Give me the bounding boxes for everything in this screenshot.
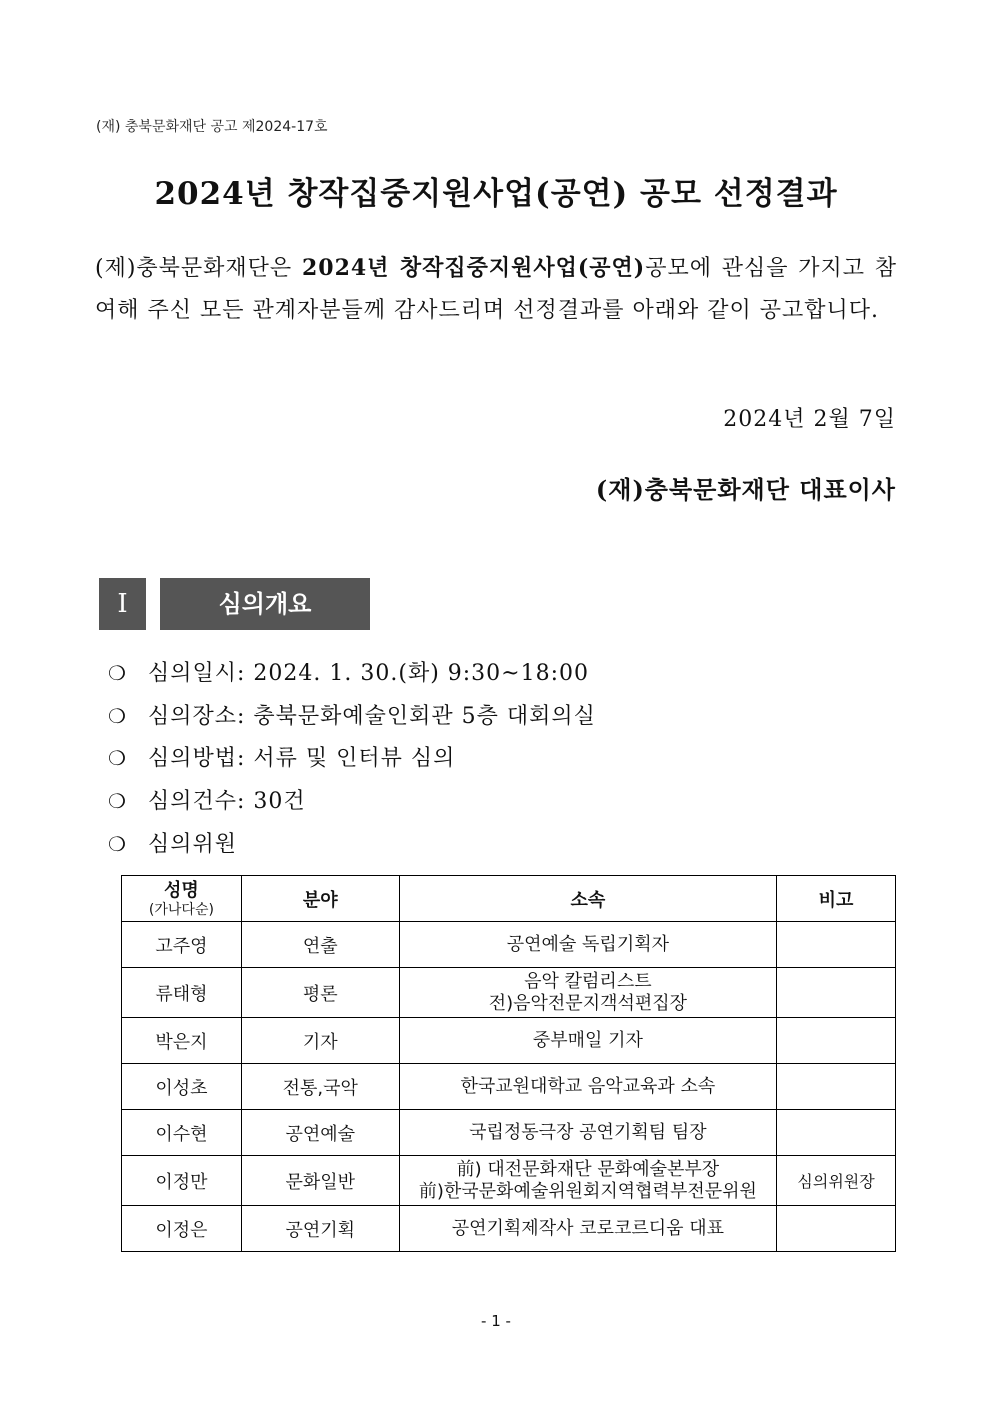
cell-note bbox=[777, 1206, 896, 1252]
table-row bbox=[122, 922, 896, 968]
cell-field: 평론 bbox=[241, 968, 399, 1018]
notice-number: (재) 충북문화재단 공고 제2024-17호 bbox=[96, 119, 328, 135]
bullet-method bbox=[108, 741, 455, 772]
cell-affiliation: 前) 대전문화재단 문화예술본부장 前)한국문화예술위원회지역협력부전문위원 bbox=[399, 1156, 776, 1206]
cell-name: 이성초 bbox=[122, 1064, 242, 1110]
intro-bold: 2024년 창작집중지원사업(공연) bbox=[301, 255, 646, 281]
announcement-date: 2024년 2월 7일 bbox=[723, 407, 896, 432]
cell-field: 기자 bbox=[241, 1018, 399, 1064]
bullet-place bbox=[108, 699, 596, 730]
cell-note bbox=[777, 1110, 896, 1156]
cell-field: 공연기획 bbox=[241, 1206, 399, 1252]
table-row bbox=[122, 1156, 896, 1206]
cell-note bbox=[777, 968, 896, 1018]
bullet-text: 심의장소: 충북문화예술인회관 5층 대회의실 bbox=[148, 704, 596, 729]
cell-note bbox=[777, 1064, 896, 1110]
bullet-date bbox=[108, 656, 589, 687]
circle-bullet-icon: ❍ bbox=[108, 832, 127, 856]
table-row bbox=[122, 1018, 896, 1064]
cell-affiliation: 중부매일 기자 bbox=[399, 1018, 776, 1064]
cell-field: 문화일반 bbox=[241, 1156, 399, 1206]
cell-field: 전통,국악 bbox=[241, 1064, 399, 1110]
bullet-text: 심의건수: 30건 bbox=[148, 789, 306, 814]
section-number: Ⅰ bbox=[99, 578, 146, 630]
cell-name: 이정만 bbox=[122, 1156, 242, 1206]
table-row bbox=[122, 1110, 896, 1156]
table-row bbox=[122, 1206, 896, 1252]
cell-affiliation: 공연기획제작사 코로코르디움 대표 bbox=[399, 1206, 776, 1252]
cell-name: 고주영 bbox=[122, 922, 242, 968]
table-row bbox=[122, 968, 896, 1018]
cell-note bbox=[777, 922, 896, 968]
circle-bullet-icon: ❍ bbox=[108, 661, 127, 685]
circle-bullet-icon: ❍ bbox=[108, 789, 127, 813]
table-header-row bbox=[122, 876, 896, 922]
cell-name: 류태형 bbox=[122, 968, 242, 1018]
cell-name: 이정은 bbox=[122, 1206, 242, 1252]
circle-bullet-icon: ❍ bbox=[108, 704, 127, 728]
cell-name: 이수현 bbox=[122, 1110, 242, 1156]
bullet-text: 심의위원 bbox=[148, 832, 238, 857]
cell-affiliation: 공연예술 독립기획자 bbox=[399, 922, 776, 968]
cell-name: 박은지 bbox=[122, 1018, 242, 1064]
cell-field: 공연예술 bbox=[241, 1110, 399, 1156]
intro-post: 공모에 관심을 가지고 참여해 주신 모든 관계자분들께 감사드리며 선정결과를 아래와 같이 공고합니다. bbox=[95, 256, 897, 323]
header-name: 성명 (가나다순) bbox=[122, 876, 242, 922]
organization-signature: (재)충북문화재단 대표이사 bbox=[595, 475, 896, 504]
intro-paragraph bbox=[95, 247, 897, 332]
cell-affiliation: 국립정동극장 공연기획팀 팀장 bbox=[399, 1110, 776, 1156]
intro-pre: (제)충북문화재단은 bbox=[95, 256, 302, 281]
cell-affiliation: 한국교원대학교 음악교육과 소속 bbox=[399, 1064, 776, 1110]
bullet-committee bbox=[108, 827, 237, 858]
circle-bullet-icon: ❍ bbox=[108, 746, 127, 770]
section-title: 심의개요 bbox=[160, 578, 370, 630]
header-note: 비고 bbox=[777, 876, 896, 922]
cell-affiliation: 음악 칼럼리스트 전)음악전문지객석편집장 bbox=[399, 968, 776, 1018]
bullet-count bbox=[108, 784, 306, 815]
bullet-text: 심의방법: 서류 및 인터뷰 심의 bbox=[148, 746, 456, 771]
page-number: - 1 - bbox=[481, 1312, 511, 1330]
header-affiliation: 소속 bbox=[399, 876, 776, 922]
document-title: 2024년 창작집중지원사업(공연) 공모 선정결과 bbox=[154, 176, 838, 212]
table-row bbox=[122, 1064, 896, 1110]
committee-table bbox=[121, 875, 896, 1252]
cell-note: 심의위원장 bbox=[777, 1156, 896, 1206]
header-field: 분야 bbox=[241, 876, 399, 922]
bullet-text: 심의일시: 2024. 1. 30.(화) 9:30~18:00 bbox=[148, 661, 590, 686]
cell-field: 연출 bbox=[241, 922, 399, 968]
cell-note bbox=[777, 1018, 896, 1064]
